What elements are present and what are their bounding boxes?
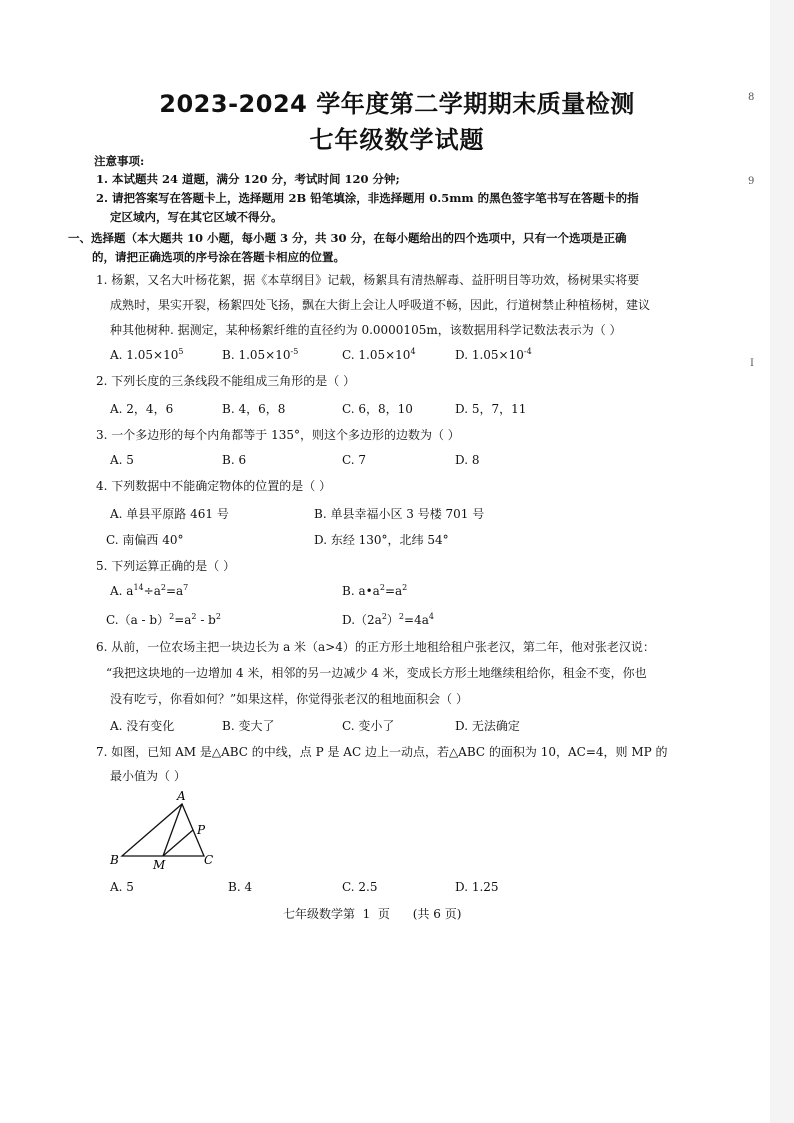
option-d: $D.(2a^2)^2=4a^4$ bbox=[342, 612, 434, 627]
option-a: A. $a^{14}\div a^2=a^7$ bbox=[110, 583, 189, 598]
page-edge-shadow bbox=[770, 0, 794, 1123]
option-a: A. 5 bbox=[110, 453, 134, 467]
option-c: C. 2.5 bbox=[342, 880, 378, 894]
option-d: D. $1.05\times 10^{-4}$ bbox=[455, 347, 532, 362]
option-a: A. 2，4，6 bbox=[110, 402, 174, 416]
option-b: B. $1.05\times 10^{-5}$ bbox=[222, 347, 299, 362]
option-c: $C.(a - b)^2=a^2 - b^2$ bbox=[106, 612, 221, 627]
option-c: C. 变小了 bbox=[342, 719, 395, 733]
option-c: C. 7 bbox=[342, 453, 367, 467]
exam-title: 2023-2024 学年度第二学期期末质量检测 bbox=[159, 90, 635, 118]
question-stem: 5. 下列运算正确的是（ ） bbox=[96, 559, 236, 573]
label-a: A bbox=[177, 789, 186, 803]
question-stem: 种其他树种. 据测定，某种杨絮纤维的直径约为 0.0000105m，该数据用科学记数法表示为（ ） bbox=[110, 323, 622, 337]
option-d: D. 5，7，11 bbox=[455, 402, 527, 416]
exam-subtitle: 七年级数学试题 bbox=[309, 126, 485, 154]
notice-heading: 注意事项: bbox=[94, 154, 145, 168]
label-m: M bbox=[153, 858, 166, 872]
margin-mark: 8 bbox=[748, 92, 755, 103]
notice-item: 2. 请把答案写在答题卡上，选择题用 2B 铅笔填涂，非选择题用 0.5mm 的黑色签字笔书写在答题卡的指 bbox=[96, 191, 639, 205]
option-c: C. 6，8，10 bbox=[342, 402, 413, 416]
question-stem: 3. 一个多边形的每个内角都等于 135°，则这个多边形的边数为（ ） bbox=[96, 428, 460, 442]
question-stem: 6. 从前，一位农场主把一块边长为 a 米（a>4）的正方形土地租给租户张老汉，第二年，他对张老汉说： bbox=[96, 640, 655, 654]
option-b: B. 变大了 bbox=[222, 719, 275, 733]
option-b: B. 4，6，8 bbox=[222, 402, 286, 416]
question-stem: “我把这块地的一边增加 4 米，相邻的另一边减少 4 米，变成长方形土地继续租给你，租金不变，你也 bbox=[106, 666, 647, 680]
question-stem: 最小值为（ ） bbox=[110, 769, 186, 783]
notice-item: 1. 本试题共 24 道题，满分 120 分，考试时间 120 分钟; bbox=[96, 172, 400, 186]
option-a: A. $1.05\times 10^5$ bbox=[110, 347, 184, 362]
option-d: D. 8 bbox=[455, 453, 480, 467]
option-b: B. 4 bbox=[228, 880, 253, 894]
option-a: A. 5 bbox=[110, 880, 134, 894]
option-a: A. 单县平原路 461 号 bbox=[110, 507, 229, 521]
question-stem: 1. 杨絮，又名大叶杨花絮，据《本草纲目》记载，杨絮具有清热解毒、益肝明目等功效，杨树果实将要 bbox=[96, 273, 640, 287]
option-b: B. 单县幸福小区 3 号楼 701 号 bbox=[314, 507, 485, 521]
label-p: P bbox=[197, 823, 206, 837]
option-c: C. $1.05\times 10^4$ bbox=[342, 347, 416, 362]
question-stem: 4. 下列数据中不能确定物体的位置的是（ ） bbox=[96, 479, 332, 493]
label-b: B bbox=[110, 853, 119, 867]
option-d: D. 东经 130°，北纬 54° bbox=[314, 533, 449, 547]
section-heading: 的，请把正确选项的序号涂在答题卡相应的位置。 bbox=[92, 250, 345, 264]
triangle-abc bbox=[122, 804, 204, 856]
option-d: D. 1.25 bbox=[455, 880, 499, 894]
question-stem: 7. 如图，已知 AM 是△ABC 的中线，点 P 是 AC 边上一动点，若△ABC 的面积为 10，AC=4，则 MP 的 bbox=[96, 745, 668, 759]
notice-item: 定区域内，写在其它区域不得分。 bbox=[110, 210, 283, 224]
option-a: A. 没有变化 bbox=[110, 719, 175, 733]
question-stem: 成熟时，果实开裂，杨絮四处飞扬，飘在大街上会让人呼吸道不畅，因此，行道树禁止种植杨树，建议 bbox=[110, 298, 651, 312]
section-heading: 一、选择题（本大题共 10 小题，每小题 3 分，共 30 分，在每小题给出的四个选项中，只有一个选项是正确 bbox=[68, 231, 627, 245]
option-b: B. 6 bbox=[222, 453, 247, 467]
option-d: D. 无法确定 bbox=[455, 719, 520, 733]
margin-mark: I bbox=[750, 358, 754, 369]
question-stem: 2. 下列长度的三条线段不能组成三角形的是（ ） bbox=[96, 374, 356, 388]
option-b: B. $a•a^2=a^2$ bbox=[342, 583, 408, 598]
triangle-figure bbox=[104, 788, 224, 874]
page-footer: 七年级数学第 1 页 (共 6 页) bbox=[283, 907, 462, 921]
label-c: C bbox=[204, 853, 214, 867]
option-c: C. 南偏西 40° bbox=[106, 533, 184, 547]
question-stem: 没有吃亏，你看如何？”如果这样，你觉得张老汉的租地面积会（ ） bbox=[110, 692, 468, 706]
margin-mark: 9 bbox=[748, 176, 755, 187]
